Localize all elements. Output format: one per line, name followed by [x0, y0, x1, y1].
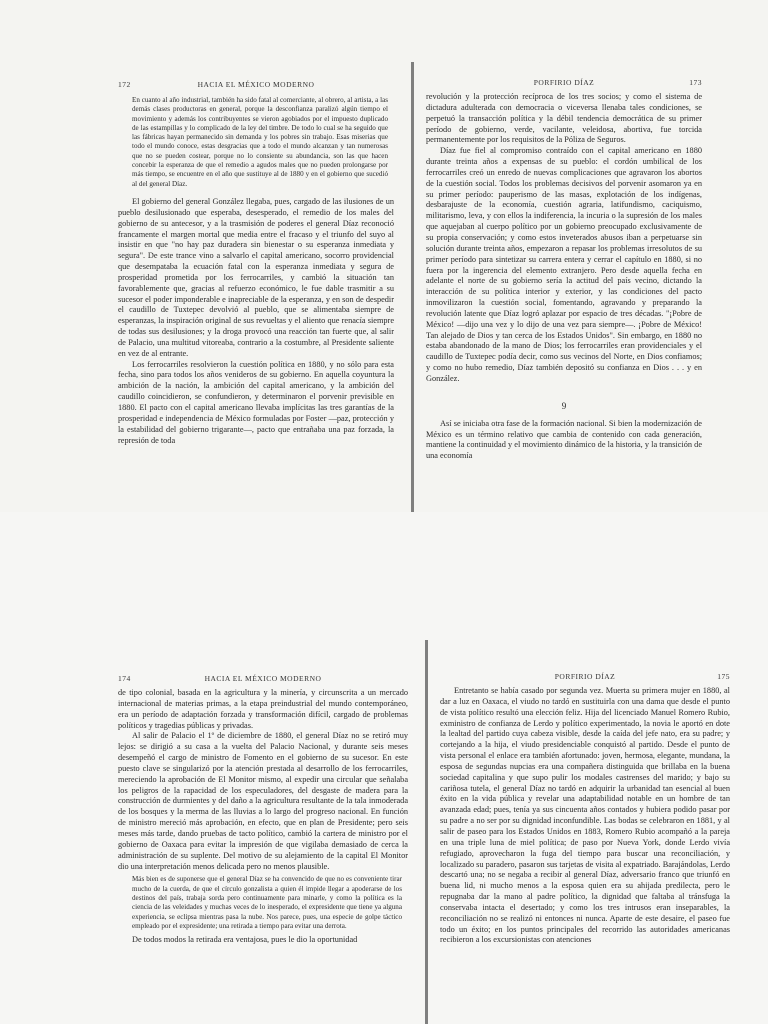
- paragraph: Así se iniciaba otra fase de la formación nacional. Si bien la modernización de México es un término relativo que cambia de contenido con cada generación, mantiene la continuidad y el movimiento dinámico de la historia, y la transición de una economía: [426, 418, 702, 461]
- block-quote: [118, 875, 408, 931]
- quote-text: Más bien es de suponerse que el general Díaz se ha convencido de que no es conveniente tirar mucho de la cuerda, de que el círculo gonzalista a quien él impide llegar a apoderarse de los destinos del país, trabaja sorda pero continuamente para minarle, y como la política es la ciencia de las veleidades y muchas veces de lo inesperado, el expresidente que tiene ya alguna experiencia, se eclipsa mientras pasa la nube. Nos parece, pues, una especie de golpe táctico empleado por el expresidente; una retirada a tiempo para evitar una derrota.: [132, 875, 402, 930]
- book-gutter: [425, 640, 428, 1024]
- paragraph: El gobierno del general González llegaba, pues, cargado de las ilusiones de un pueblo desilusionado que esperaba, desesperado, el remedio de los males del gobierno de su antecesor, y a la trasmisión de poderes el general Díaz reconoció francamente el margen mortal que media entre el fracaso y el triunfo del suyo al insistir en que "no hay paz duradera sin bienestar o su esperanza inmediata y segura". De este trance vino a salvarlo el capital americano, socorro providencial que desempataba la ecuación fatal con la esperanza inmediata y segura de prosperidad prometida por los ferrocarriles, y cambió la situación tan favorablemente que, gracias al refuerzo económico, le fue dable trasmitir a su sucesor el poder imponderable e inapreciable de la esperanza, y en son de despedir el caudillo de Tuxtepec devolvió al pueblo, que se alimentaba siempre de esperanzas, la inspiración original de sus revueltas y el aliento que renacía siempre de todas sus desilusiones; y la droga provocó una reacción tan fuerte que, al salir de Palacio, una multitud vitoreaba, contrario a la costumbre, al Presidente saliente en vez de al entrante.: [118, 196, 394, 358]
- book-gutter: [411, 62, 414, 512]
- page-body: [426, 92, 702, 462]
- page-number: 175: [717, 672, 730, 681]
- running-head: HACIA EL MÉXICO MODERNO: [197, 80, 315, 89]
- paragraph: Al salir de Palacio el 1º de diciembre de 1880, el general Díaz no se retiró muy lejos: se dirigió a su casa a la vuelta del Palacio Nacional, y durante seis meses desempeñó el cargo de ministro de Fomento en el gobierno de su sucesor. En este puesto clave se singularizó por la atención prestada al desarrollo de los ferrocarriles, mereciendo la aprobación de El Monitor mismo, al expedir una circular que señalaba los peligros de la rapacidad de los especuladores, del desgaste de madera para la construcción de durmientes y del daño a la agricultura resultante de la tala inmoderada de los bosques y la merma de las lluvias a lo largo del progreso nacional. En función de ministro mereció más aprobación, en efecto, que en plan de Presidente; pero seis meses más tarde, dando pruebas de tacto político, cambió la cartera de ministro por el gobierno de Oaxaca para evitar la impresión de que vigilaba demasiado de cerca la administración de su suplente. Del motivo de su alejamiento de la capital El Monitor dio una interpretación menos delicada pero no menos plausible.: [118, 731, 408, 871]
- page-body: [118, 688, 408, 946]
- running-head: HACIA EL MÉXICO MODERNO: [204, 674, 322, 683]
- section-number: 9: [561, 400, 567, 411]
- block-quote: [118, 96, 394, 189]
- running-head: PORFIRIO DÍAZ: [554, 672, 616, 681]
- page-body: [440, 686, 730, 946]
- paragraph: Los ferrocarriles resolvieron la cuestión política en 1880, y no sólo para esta fecha, sino para todos los años venideros de su gobierno. En aquella coyuntura la ambición de la nación, la ambición del capital americano, y la ambición del caudillo coincidieron, se confundieron, y determinaron el porvenir previsible en 1880. El pacto con el capital americano llevaba implícitas las tres garantías de la prosperidad e independencia de México formuladas por Foster —paz, protección y la estabilidad del gobierno trigarante—, pacto que entrañaba una paz forzada, la represión de toda: [118, 359, 394, 445]
- paragraph: Díaz fue fiel al compromiso contraído con el capital americano en 1880 durante treinta años a expensas de su pueblo: el cordón umbilical de los ferrocarriles creó un enredo de nuevas complicaciones que agravaron los abortos de la cuestión social. Todos los problemas decisivos del porvenir asomaron ya en su primer período: pauperismo de las masas, explotación de los indígenas, desbarajuste de la economía, cuestión agraria, latifundismo, caciquismo, militarismo, leva, y con ellos la indiferencia, la incuria o la supresión de los males que aquejaban al cuerpo político por un gobierno preocupado exclusivamente de su propia conservación; y como estos inveterados abusos iban a perpetuarse sin solución durante treinta años, empezaron a repasar los problemas irresolutos de su primer período para sintetizar su carrera entera y cerrar el capítulo en 1880, si no fuera por la ingerencia del elemento extranjero. Pero desde aquella fecha en adelante el norte de su gobierno sería la actitud del país vecino, dictando la interacción de su política interior y exterior, y las condiciones del pacto inmovilizaron la cuestión social, fomentando, agravando y preparando la revolución latente que Díaz logró aplazar por espacio de tres décadas. "¡Pobre de México! —dijo una vez y lo dijo de una vez para siempre—. ¡Pobre de México! Tan alejado de Dios y tan cerca de los Estados Unidos". Sin embargo, en 1880 no estaba abandonado de la mano de Dios; los ferrocarriles eran providenciales y el caudillo de Tuxtepec podía decir, como sus vecinos del Norte, en Dios confiamos; y como no hubo remedio, Díaz también depositó su confianza en Dios . . . y en González.: [426, 146, 702, 383]
- paragraph: De todos modos la retirada era ventajosa, pues le dio la oportunidad: [132, 935, 358, 945]
- paragraph: Entretanto se había casado por segunda vez. Muerta su primera mujer en 1880, al dar a luz en Oaxaca, el viudo no tardó en sustituirla con una dama que desde el punto de vista político resultó una elección feliz. Hija del licenciado Manuel Romero Rubio, exministro de confianza de Lerdo y político experimentado, la novia le aportó en dote la lealtad del partido cuya cabeza visible, desde la caída del jefe nato, era su padre; y cortejando a la hija, el viudo presidenciable conquistó al partido. Desde el punto de vista personal el enlace era también afortunado: joven, hermosa, elegante, mundana, la esposa de segundas nupcias era una compañera distinguida que brillaba en la buena sociedad capitalina y que supo pulir los modales castrenses del marido; y bajo su cariñosa tutela, el general Díaz no tardó en adquirir la urbanidad tan esencial al buen éxito en la vida pública y revelar una adaptabilidad notable en un hombre de tan avanzada edad; pues, tenía ya sus cincuenta años contados y hubiera podido pasar por su padre a no ser por su dignidad inconfundible. Las bodas se celebraron en 1881, y al salir de paseo para los Estados Unidos en 1883, Romero Rubio acompañó a la pareja en una triple luna de miel política; de paso por Nueva York, donde Lerdo vivía refugiado, aprovecharon la fuga del tiempo para buscar una reconciliación, y localizado su paradero, pasaron sus tarjetas de visita al expatriado. Barajándolas, Lerdo descartó una; no se negaba a recibir al general Díaz, adversario franco que triunfó en buena lid, ni mucho menos a la esposa quien era su ahijada predilecta, pero le repugnaba dar la mano al padre político, la dignidad que faltaba al tránsfuga la conservaba intacta el desertado; y como los tres intrusos eran inseparables, la reconciliación no se realizó ni entonces ni nunca. Aparte de este desaire, el paseo fue todo un éxito; en los puntos principales del recorrido las autoridades americanas recibieron a los excursionistas con atenciones: [440, 686, 730, 945]
- quote-text: En cuanto al año industrial, también ha sido fatal al comerciante, al obrero, al artista, a las demás clases productoras en general, porque la desconfianza paralizó algún tiempo el movimiento y además los contribuyentes se vieron agobiados por el impuesto duplicado de las estampillas y lo complicado de la ley del timbre. De todo lo cual se ha seguido que las fábricas hayan permanecido sin demanda y los pobres sin trabajo. Esas miserias que todo el mundo conoce, estas desgracias que a todo el mundo alcanzan y tan numerosas que no se pueden costear, porque no lo consiente su abundancia, son las que hacen concebir la esperanza de que el remedio a agudos males que no pueden prolongarse por más tiempo, se encuentre en el año que sustituye al de 1880 y en el gobierno que sucedió al del general Díaz.: [132, 96, 388, 188]
- page-body: [118, 96, 394, 446]
- page-header: [440, 672, 730, 684]
- scan-bottom-spread: [0, 512, 768, 1024]
- running-head: PORFIRIO DÍAZ: [533, 78, 595, 87]
- page-number: 172: [118, 80, 131, 89]
- page-number: 174: [118, 674, 131, 683]
- page-number: 173: [689, 78, 702, 87]
- paragraph: revolución y la protección recíproca de los tres socios; y como el sistema de dictadura adulterada con democracia o viceversa llenaba tales condiciones, se perpetuó la transacción política y la débil tendencia democrática de su primer período de gobierno, verde, vacilante, veleidosa, abortiva, fue torcida permanentemente por los requisitos de la Póliza de Seguros.: [426, 92, 702, 145]
- paragraph: de tipo colonial, basada en la agricultura y la minería, y circunscrita a un mercado internacional de materias primas, a la etapa preindustrial del mundo contemporáneo, era un período de adaptación forzada y transformación difícil, cargado de problemas políticos y tragedias públicas y privadas.: [118, 688, 408, 730]
- page-header: [426, 78, 702, 90]
- page-header: [118, 674, 408, 686]
- page-header: [118, 80, 394, 92]
